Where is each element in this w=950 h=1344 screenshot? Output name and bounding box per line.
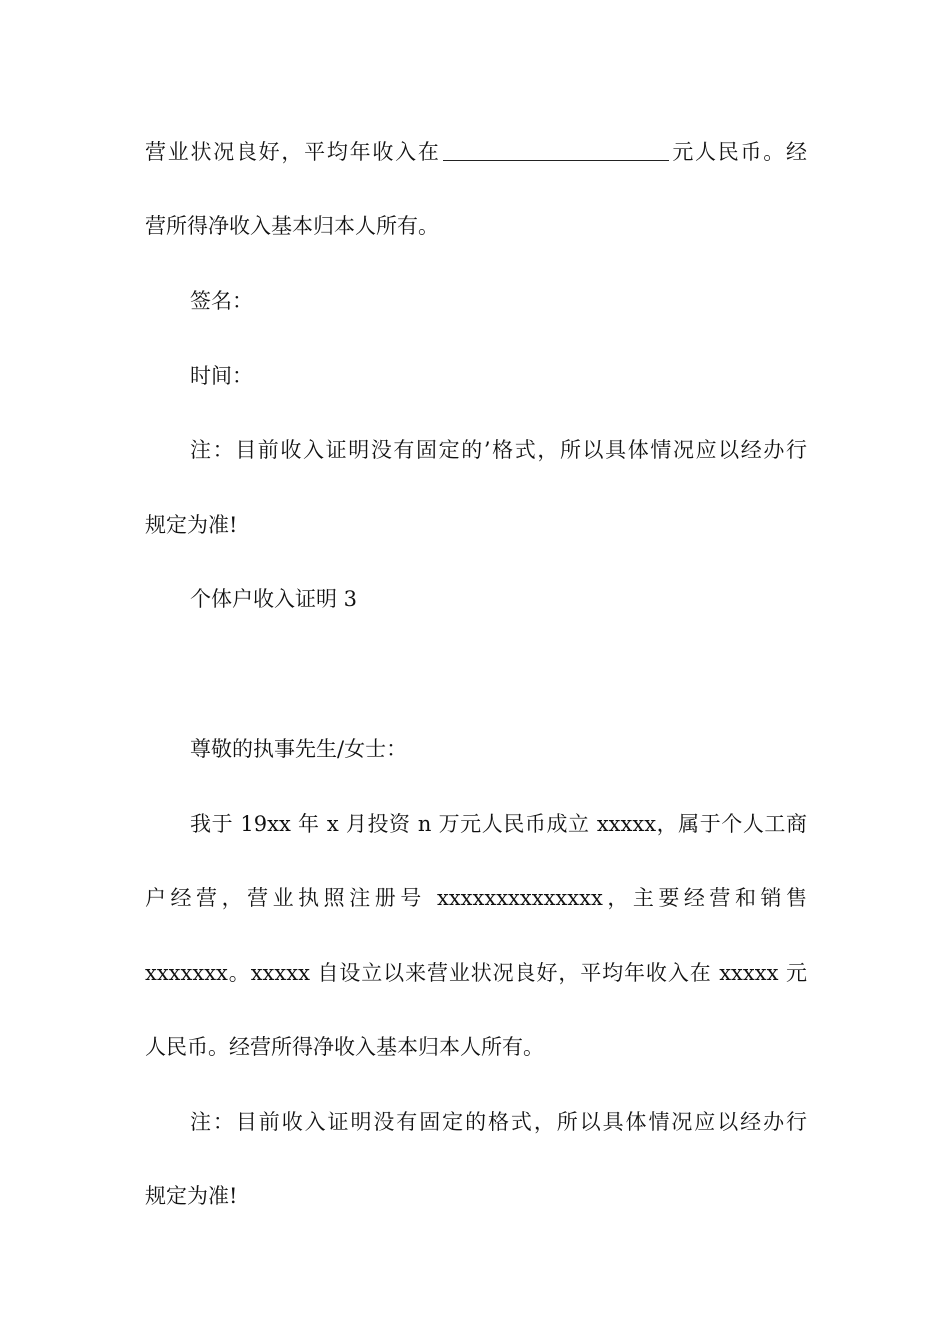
note-line: 注：目前收入证明没有固定的格式，所以具体情况应以经办行 <box>190 1110 807 1134</box>
note-line: 规定为准! <box>145 513 238 537</box>
paragraph-line: 人民币。经营所得净收入基本归本人所有。 <box>145 1035 544 1059</box>
section-title: 个体户收入证明 3 <box>190 587 358 611</box>
paragraph-line: 我于 19xx 年 x 月投资 n 万元人民币成立 xxxxx，属于个人工商 <box>190 812 807 836</box>
signature-label: 签名： <box>190 289 253 313</box>
time-label: 时间： <box>190 364 253 388</box>
note-line: 注：目前收入证明没有固定的’格式，所以具体情况应以经办行 <box>190 438 807 462</box>
blank-underline <box>443 140 669 161</box>
paragraph-line: xxxxxxx。xxxxx 自设立以来营业状况良好，平均年收入在 xxxxx 元 <box>145 961 807 985</box>
paragraph-line <box>145 138 807 166</box>
text-segment: 营业状况良好，平均年收入在 <box>145 140 441 164</box>
text-segment: 元人民币。经 <box>670 140 807 164</box>
note-line: 规定为准! <box>145 1184 238 1208</box>
paragraph-line: 营所得净收入基本归本人所有。 <box>145 214 439 238</box>
paragraph-line: 户经营，营业执照注册号 xxxxxxxxxxxxxx，主要经营和销售 <box>145 886 807 910</box>
salutation: 尊敬的执事先生/女士： <box>190 737 408 761</box>
